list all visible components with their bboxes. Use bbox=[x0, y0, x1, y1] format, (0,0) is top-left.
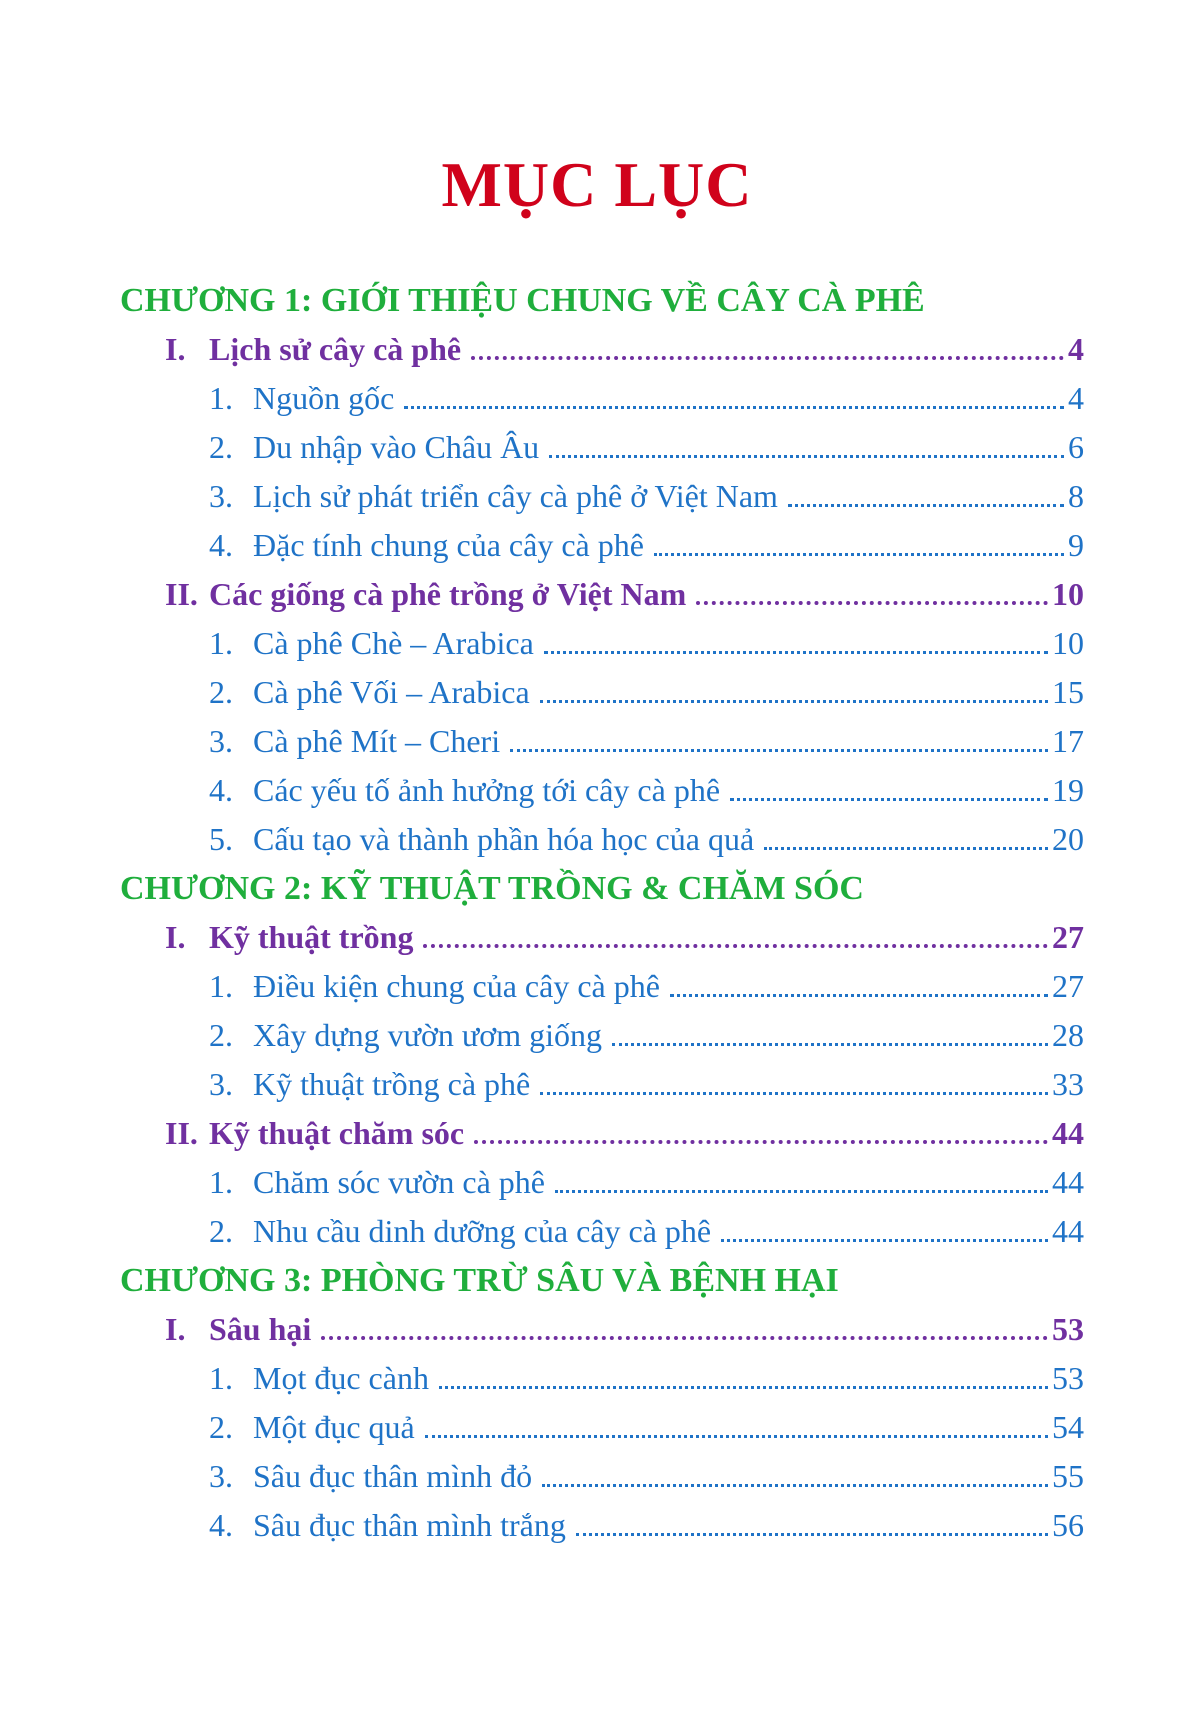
subsection-entry-label: Mọt đục cành bbox=[253, 1360, 429, 1396]
section-entry-number: II. bbox=[165, 1115, 198, 1151]
dot-leader bbox=[542, 1483, 1048, 1487]
subsection-entry[interactable] bbox=[0, 619, 1194, 668]
dot-leader bbox=[474, 1139, 1048, 1144]
dot-leader bbox=[721, 1238, 1048, 1242]
subsection-entry-page-number: 44 bbox=[1052, 1213, 1084, 1249]
subsection-entry-page-number: 15 bbox=[1052, 674, 1084, 710]
dot-leader bbox=[471, 355, 1064, 360]
chapter-heading[interactable]: CHƯƠNG 3: PHÒNG TRỪ SÂU VÀ BỆNH HẠI bbox=[120, 1261, 839, 1299]
subsection-entry-number: 3. bbox=[209, 723, 233, 759]
section-entry-label: Kỹ thuật chăm sóc bbox=[209, 1115, 465, 1151]
subsection-entry-page-number: 19 bbox=[1052, 772, 1084, 808]
section-entry-number: I. bbox=[165, 919, 186, 955]
subsection-entry[interactable] bbox=[0, 962, 1194, 1011]
dot-leader bbox=[670, 993, 1048, 997]
subsection-entry-page-number: 10 bbox=[1052, 625, 1084, 661]
subsection-entry-number: 1. bbox=[209, 1360, 233, 1396]
dot-leader bbox=[540, 1091, 1048, 1095]
section-entry-page-number: 53 bbox=[1052, 1311, 1084, 1347]
subsection-entry-number: 2. bbox=[209, 429, 233, 465]
subsection-entry-label: Các yếu tố ảnh hưởng tới cây cà phê bbox=[253, 772, 721, 808]
dot-leader bbox=[540, 699, 1048, 703]
dot-leader bbox=[730, 797, 1048, 801]
subsection-entry-label: Nhu cầu dinh dưỡng của cây cà phê bbox=[253, 1213, 712, 1249]
subsection-entry-number: 4. bbox=[209, 772, 233, 808]
subsection-entry-page-number: 27 bbox=[1052, 968, 1084, 1004]
subsection-entry-page-number: 8 bbox=[1068, 478, 1084, 514]
dot-leader bbox=[576, 1532, 1048, 1536]
subsection-entry[interactable] bbox=[0, 1060, 1194, 1109]
dot-leader bbox=[321, 1335, 1048, 1340]
section-entry[interactable] bbox=[0, 1109, 1194, 1158]
subsection-entry-number: 1. bbox=[209, 1164, 233, 1200]
section-entry-number: I. bbox=[165, 1311, 186, 1347]
dot-leader bbox=[788, 503, 1064, 507]
subsection-entry-page-number: 33 bbox=[1052, 1066, 1084, 1102]
subsection-entry[interactable] bbox=[0, 374, 1194, 423]
subsection-entry-number: 2. bbox=[209, 1017, 233, 1053]
subsection-entry-number: 1. bbox=[209, 625, 233, 661]
section-entry[interactable] bbox=[0, 325, 1194, 374]
section-entry-page-number: 10 bbox=[1052, 576, 1084, 612]
table-of-contents bbox=[0, 276, 1194, 1550]
subsection-entry[interactable] bbox=[0, 1403, 1194, 1452]
section-entry-page-number: 27 bbox=[1052, 919, 1084, 955]
subsection-entry-number: 3. bbox=[209, 1066, 233, 1102]
dot-leader bbox=[654, 552, 1064, 556]
section-entry-page-number: 44 bbox=[1052, 1115, 1084, 1151]
section-entry[interactable] bbox=[0, 913, 1194, 962]
dot-leader bbox=[510, 748, 1048, 752]
dot-leader bbox=[764, 846, 1048, 850]
subsection-entry-label: Kỹ thuật trồng cà phê bbox=[253, 1066, 531, 1102]
subsection-entry-page-number: 54 bbox=[1052, 1409, 1084, 1445]
subsection-entry[interactable] bbox=[0, 766, 1194, 815]
subsection-entry-number: 3. bbox=[209, 1458, 233, 1494]
subsection-entry-number: 4. bbox=[209, 1507, 233, 1543]
subsection-entry-label: Một đục quả bbox=[253, 1409, 415, 1445]
subsection-entry-label: Cấu tạo và thành phần hóa học của quả bbox=[253, 821, 755, 857]
subsection-entry-number: 1. bbox=[209, 380, 233, 416]
subsection-entry-label: Cà phê Chè – Arabica bbox=[253, 625, 534, 661]
dot-leader bbox=[696, 600, 1048, 605]
subsection-entry-label: Chăm sóc vườn cà phê bbox=[253, 1164, 545, 1200]
dot-leader bbox=[549, 454, 1064, 458]
subsection-entry-number: 5. bbox=[209, 821, 233, 857]
subsection-entry-label: Xây dựng vườn ươm giống bbox=[253, 1017, 602, 1053]
subsection-entry-page-number: 6 bbox=[1068, 429, 1084, 465]
dot-leader bbox=[555, 1189, 1048, 1193]
subsection-entry-number: 1. bbox=[209, 968, 233, 1004]
dot-leader bbox=[439, 1385, 1048, 1389]
section-entry-label: Các giống cà phê trồng ở Việt Nam bbox=[209, 576, 687, 612]
section-entry-number: I. bbox=[165, 331, 186, 367]
subsection-entry[interactable] bbox=[0, 1501, 1194, 1550]
dot-leader bbox=[425, 1434, 1048, 1438]
dot-leader bbox=[423, 943, 1048, 948]
section-entry-label: Kỹ thuật trồng bbox=[209, 919, 414, 955]
subsection-entry-label: Du nhập vào Châu Âu bbox=[253, 429, 540, 465]
subsection-entry-page-number: 53 bbox=[1052, 1360, 1084, 1396]
subsection-entry-label: Sâu đục thân mình đỏ bbox=[253, 1458, 533, 1494]
subsection-entry[interactable] bbox=[0, 1158, 1194, 1207]
subsection-entry-page-number: 55 bbox=[1052, 1458, 1084, 1494]
subsection-entry-number: 2. bbox=[209, 1409, 233, 1445]
subsection-entry[interactable] bbox=[0, 1452, 1194, 1501]
subsection-entry-page-number: 56 bbox=[1052, 1507, 1084, 1543]
section-entry[interactable] bbox=[0, 570, 1194, 619]
subsection-entry-page-number: 44 bbox=[1052, 1164, 1084, 1200]
section-entry[interactable] bbox=[0, 1305, 1194, 1354]
subsection-entry-page-number: 20 bbox=[1052, 821, 1084, 857]
subsection-entry-number: 3. bbox=[209, 478, 233, 514]
subsection-entry[interactable] bbox=[0, 717, 1194, 766]
subsection-entry-label: Đặc tính chung của cây cà phê bbox=[253, 527, 644, 563]
subsection-entry-number: 2. bbox=[209, 674, 233, 710]
subsection-entry[interactable] bbox=[0, 1354, 1194, 1403]
subsection-entry-number: 2. bbox=[209, 1213, 233, 1249]
subsection-entry[interactable] bbox=[0, 668, 1194, 717]
subsection-entry[interactable] bbox=[0, 423, 1194, 472]
dot-leader bbox=[404, 405, 1064, 409]
subsection-entry-label: Sâu đục thân mình trắng bbox=[253, 1507, 566, 1543]
subsection-entry-label: Lịch sử phát triển cây cà phê ở Việt Nam bbox=[253, 478, 778, 514]
subsection-entry-label: Cà phê Mít – Cheri bbox=[253, 723, 501, 759]
chapter-heading[interactable]: CHƯƠNG 1: GIỚI THIỆU CHUNG VỀ CÂY CÀ PHÊ bbox=[120, 281, 925, 319]
subsection-entry-page-number: 17 bbox=[1052, 723, 1084, 759]
subsection-entry-page-number: 9 bbox=[1068, 527, 1084, 563]
dot-leader bbox=[544, 650, 1048, 654]
subsection-entry-page-number: 4 bbox=[1068, 380, 1084, 416]
section-entry-label: Lịch sử cây cà phê bbox=[209, 331, 462, 367]
subsection-entry[interactable] bbox=[0, 521, 1194, 570]
subsection-entry-number: 4. bbox=[209, 527, 233, 563]
subsection-entry-label: Cà phê Vối – Arabica bbox=[253, 674, 530, 710]
subsection-entry[interactable] bbox=[0, 815, 1194, 864]
section-entry-label: Sâu hại bbox=[209, 1311, 312, 1347]
subsection-entry-page-number: 28 bbox=[1052, 1017, 1084, 1053]
chapter-heading[interactable]: CHƯƠNG 2: KỸ THUẬT TRỒNG & CHĂM SÓC bbox=[120, 869, 864, 907]
subsection-entry[interactable] bbox=[0, 472, 1194, 521]
subsection-entry[interactable] bbox=[0, 1207, 1194, 1256]
subsection-entry-label: Nguồn gốc bbox=[253, 380, 395, 416]
page-title: MỤC LỤC bbox=[441, 149, 753, 220]
section-entry-number: II. bbox=[165, 576, 198, 612]
subsection-entry-label: Điều kiện chung của cây cà phê bbox=[253, 968, 660, 1004]
subsection-entry[interactable] bbox=[0, 1011, 1194, 1060]
dot-leader bbox=[612, 1042, 1048, 1046]
section-entry-page-number: 4 bbox=[1068, 331, 1084, 367]
